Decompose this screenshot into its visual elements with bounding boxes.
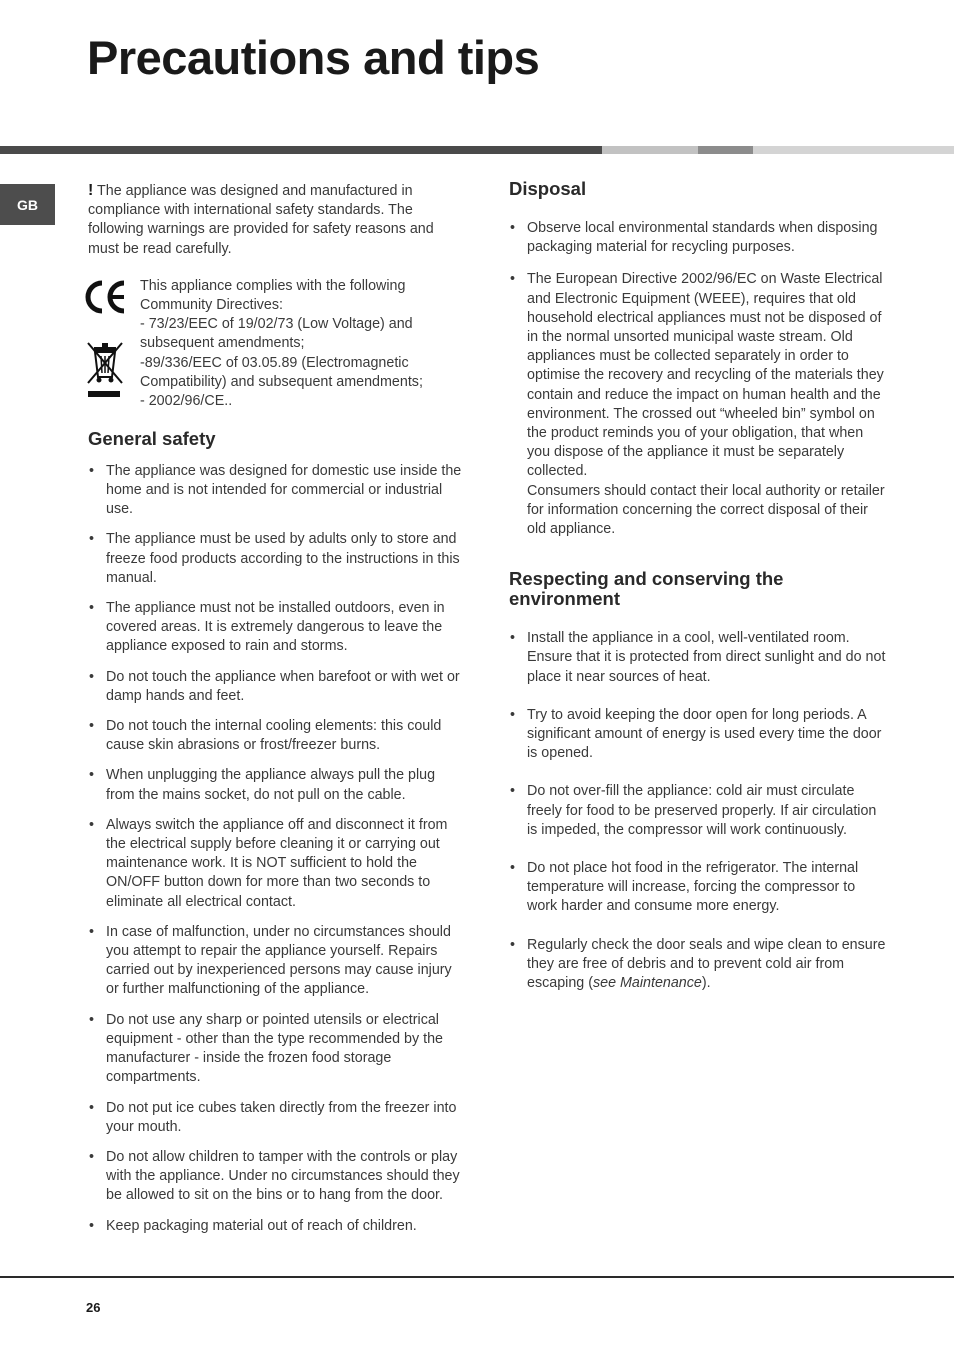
- list-item: • Observe local environmental standards when disposing packaging material for recycling purposes.: [509, 219, 889, 257]
- header-bar-dark: [0, 146, 602, 154]
- list-item: • Do not use any sharp or pointed utensils or electrical equipment - other than the type recommended by the manufacturer - inside the frozen food storage compartments.: [88, 1011, 463, 1088]
- list-item: • Try to avoid keeping the door open for long periods. A significant amount of energy is used every time the door is opened.: [509, 706, 889, 764]
- header-bar-light-end: [753, 146, 954, 154]
- language-tab: GB: [0, 184, 55, 225]
- environment-heading: Respecting and conserving the environment: [509, 568, 784, 610]
- directive-line: This appliance complies with the following Community Directives:: [140, 277, 406, 314]
- list-item: • Do not place hot food in the refrigerator. The internal temperature will increase, forcing the compressor to work harder and consume more energy.: [509, 859, 889, 917]
- directive-line: - 2002/96/CE..: [140, 393, 233, 410]
- list-item: • When unplugging the appliance always pull the plug from the mains socket, do not pull on the cable.: [88, 766, 463, 804]
- intro-text: The appliance was designed and manufactured in compliance with international safety standards. The following warnings are provided for safety reasons and must be read carefully.: [88, 183, 434, 257]
- header-bar-mid: [698, 146, 753, 154]
- footer-rule: [0, 1276, 954, 1278]
- warning-mark: !: [88, 182, 94, 199]
- list-item-text: Regularly check the door seals and wipe clean to ensure they are free of debris and to prevent cold air from escaping (: [527, 936, 886, 992]
- list-item-text-end: ).: [701, 975, 711, 992]
- list-item: • Do not over-fill the appliance: cold air must circulate freely for food to be preserved properly. If air circulation is impeded, the compressor will work continuously.: [509, 782, 889, 840]
- list-item: [509, 270, 889, 539]
- list-item: • Do not allow children to tamper with the controls or play with the appliance. Under no circumstances should they be allowed to sit on the bins or to hang from the door.: [88, 1148, 463, 1206]
- general-safety-list: [88, 462, 463, 1236]
- intro-warning: [88, 181, 463, 259]
- directive-line: - 73/23/EEC of 19/02/73 (Low Voltage) and subsequent amendments;: [140, 316, 413, 352]
- environment-list: [509, 629, 889, 993]
- list-item: [509, 936, 889, 994]
- disposal-heading: Disposal: [509, 178, 587, 199]
- list-item: • Do not put ice cubes taken directly from the freezer into your mouth.: [88, 1099, 463, 1137]
- list-item: • In case of malfunction, under no circumstances should you attempt to repair the appliance yourself. Repairs carried out by inexperienced persons may cause injury or further malfunctioning of the appliance.: [88, 923, 463, 1000]
- list-item: • Keep packaging material out of reach of children.: [88, 1217, 463, 1236]
- weee-text: The European Directive 2002/96/EC on Waste Electrical and Electronic Equipment (WEEE), requires that old household electrical appliances must not be disposed of in the normal unsorted municipal waste stream. Old appliances must be collected separately in order to optimise the recovery and recycling of the materials they contain and reduce the impact on human health and the environment. The crossed out “wheeled bin” symbol on the product reminds you of your obligation, that when you dispose of the appliance it must be separately collected.: [527, 271, 884, 480]
- list-item: • The appliance must not be installed outdoors, even in covered areas. It is extremely dangerous to leave the appliance exposed to rain and storms.: [88, 599, 463, 657]
- page-number: 26: [86, 1300, 101, 1315]
- list-item: • Always switch the appliance off and disconnect it from the electrical supply before cleaning it or carrying out maintenance work. It is NOT sufficient to hold the ON/OFF button down for more than two seconds to eliminate all electrical contact.: [88, 816, 463, 912]
- list-item: • Do not touch the appliance when barefoot or with wet or damp hands and feet.: [88, 668, 463, 706]
- left-column: [88, 181, 463, 1247]
- crossed-bin-icon: [82, 339, 128, 401]
- general-safety-heading: General safety: [88, 427, 216, 449]
- list-item: • The appliance must be used by adults only to store and freeze food products according to the instructions in this manual.: [88, 530, 463, 588]
- header-bar-light: [602, 146, 698, 154]
- list-item: • Do not touch the internal cooling elements: this could cause skin abrasions or frost/freezer burns.: [88, 717, 463, 755]
- weee-contact-text: Consumers should contact their local authority or retailer for information concerning the correct disposal of their old appliance.: [527, 482, 885, 538]
- list-item: • Install the appliance in a cool, well-ventilated room. Ensure that it is protected from direct sunlight and do not place it near sources of heat.: [509, 629, 889, 687]
- directives-block: [88, 277, 463, 410]
- ce-mark-icon: [82, 277, 128, 317]
- page-title: Precautions and tips: [87, 31, 540, 84]
- list-item: • The appliance was designed for domestic use inside the home and is not intended for commercial or industrial use.: [88, 462, 463, 520]
- directive-line: -89/336/EEC of 03.05.89 (Electromagnetic Compatibility) and subsequent amendments;: [140, 354, 423, 390]
- maintenance-reference: see Maintenance: [592, 975, 702, 992]
- right-column: [509, 178, 889, 1012]
- disposal-list: [509, 219, 889, 539]
